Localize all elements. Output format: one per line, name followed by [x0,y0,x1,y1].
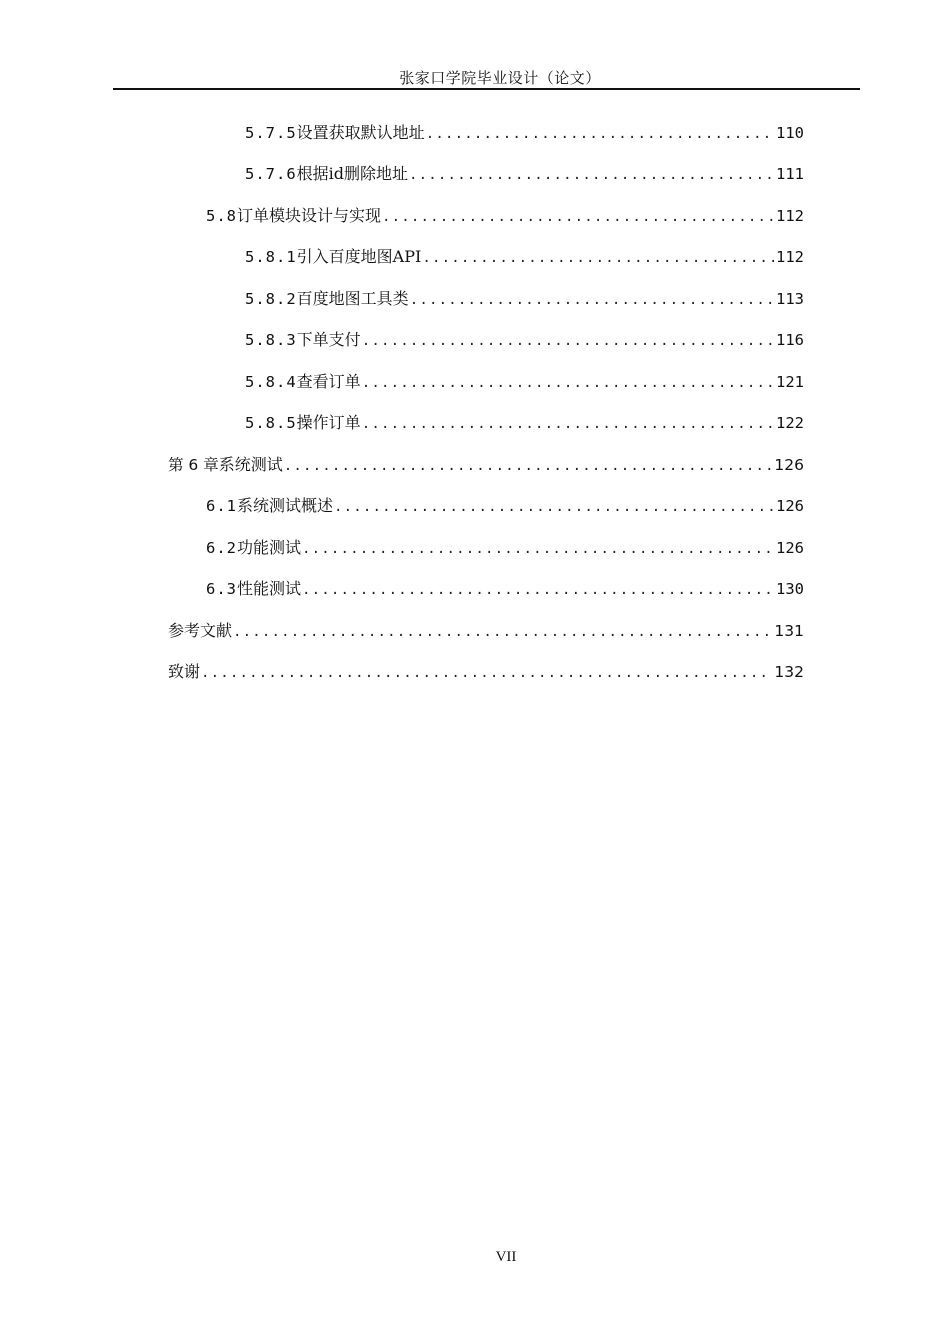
toc-entry-number: 5.7.5 [245,124,297,142]
toc-entry-number: 6.3 [206,580,237,598]
toc-leader-dots [334,495,774,519]
toc-leader-dots [362,412,774,436]
toc-entry [245,328,804,352]
toc-leader-dots [284,454,773,478]
toc-entry-title: 查看订单 [296,372,361,391]
toc-entry-title: 致谢 [168,662,201,681]
toc-entry-number: 5.8.5 [245,414,297,432]
toc-entry-number: 5.8.4 [245,373,297,391]
toc-entry-title: 性能测试 [237,579,302,598]
toc-entry-title: 下单支付 [296,330,361,349]
running-header: 张家口学院毕业设计（论文） [399,69,601,87]
toc-entry-number: 第 6 章 [168,456,219,474]
toc-entry [245,121,804,145]
toc-entry-title: 功能测试 [237,538,302,557]
toc-entry [245,162,804,186]
toc-entry-title: 设置获取默认地址 [296,123,425,142]
toc-leader-dots [233,620,772,644]
toc-leader-dots [302,578,774,602]
toc-entry-page: 111 [776,165,804,183]
toc-leader-dots [302,537,774,561]
toc-entry-page: 116 [776,331,804,349]
toc-entry-page: 112 [776,248,804,266]
toc-entry-page: 121 [776,373,804,391]
toc-leader-dots [201,661,772,685]
toc-entry [206,536,804,560]
toc-entry-number: 5.8 [206,207,237,225]
toc-entry [168,619,804,643]
toc-leader-dots [422,246,774,270]
toc-leader-dots [409,163,774,187]
toc-entry [206,204,804,228]
toc-entry-page: 122 [776,414,804,432]
toc-entry-title: 系统测试概述 [237,496,334,515]
toc-leader-dots [382,205,774,229]
toc-entry [245,370,804,394]
toc-entry-title: 订单模块设计与实现 [237,206,382,225]
toc-entry-title: 根据id删除地址 [296,164,409,183]
toc-entry [206,577,804,601]
toc-entry-page: 110 [776,124,804,142]
toc-entry-number: 5.8.1 [245,248,297,266]
toc-entry-page: 132 [774,663,804,681]
toc-entry-number: 6.1 [206,497,237,515]
toc-entry-page: 126 [774,456,804,474]
toc-entry [245,245,804,269]
toc-leader-dots [362,371,774,395]
toc-entry-page: 113 [776,290,804,308]
toc-entry-page: 131 [774,622,804,640]
toc-entry-title: 系统测试 [218,455,283,474]
toc-entry-number: 5.8.2 [245,290,297,308]
toc-entry-title: 参考文献 [168,621,233,640]
toc-entry-page: 126 [776,539,804,557]
toc-entry [168,453,804,477]
toc-entry-page: 130 [776,580,804,598]
toc-entry-number: 5.7.6 [245,165,297,183]
toc-leader-dots [410,288,774,312]
toc-entry-title: 引入百度地图API [296,247,422,266]
toc-leader-dots [426,122,774,146]
toc-entry-title: 操作订单 [296,413,361,432]
toc-entry [245,411,804,435]
toc-entry-title: 百度地图工具类 [296,289,409,308]
toc-entry-page: 126 [776,497,804,515]
toc-entry-number: 6.2 [206,539,237,557]
toc-entry-number: 5.8.3 [245,331,297,349]
toc-entry [245,287,804,311]
toc-entry [168,660,804,684]
toc-entry [206,494,804,518]
toc-entry-page: 112 [776,207,804,225]
toc-leader-dots [362,329,774,353]
page-number: VII [495,1249,517,1265]
